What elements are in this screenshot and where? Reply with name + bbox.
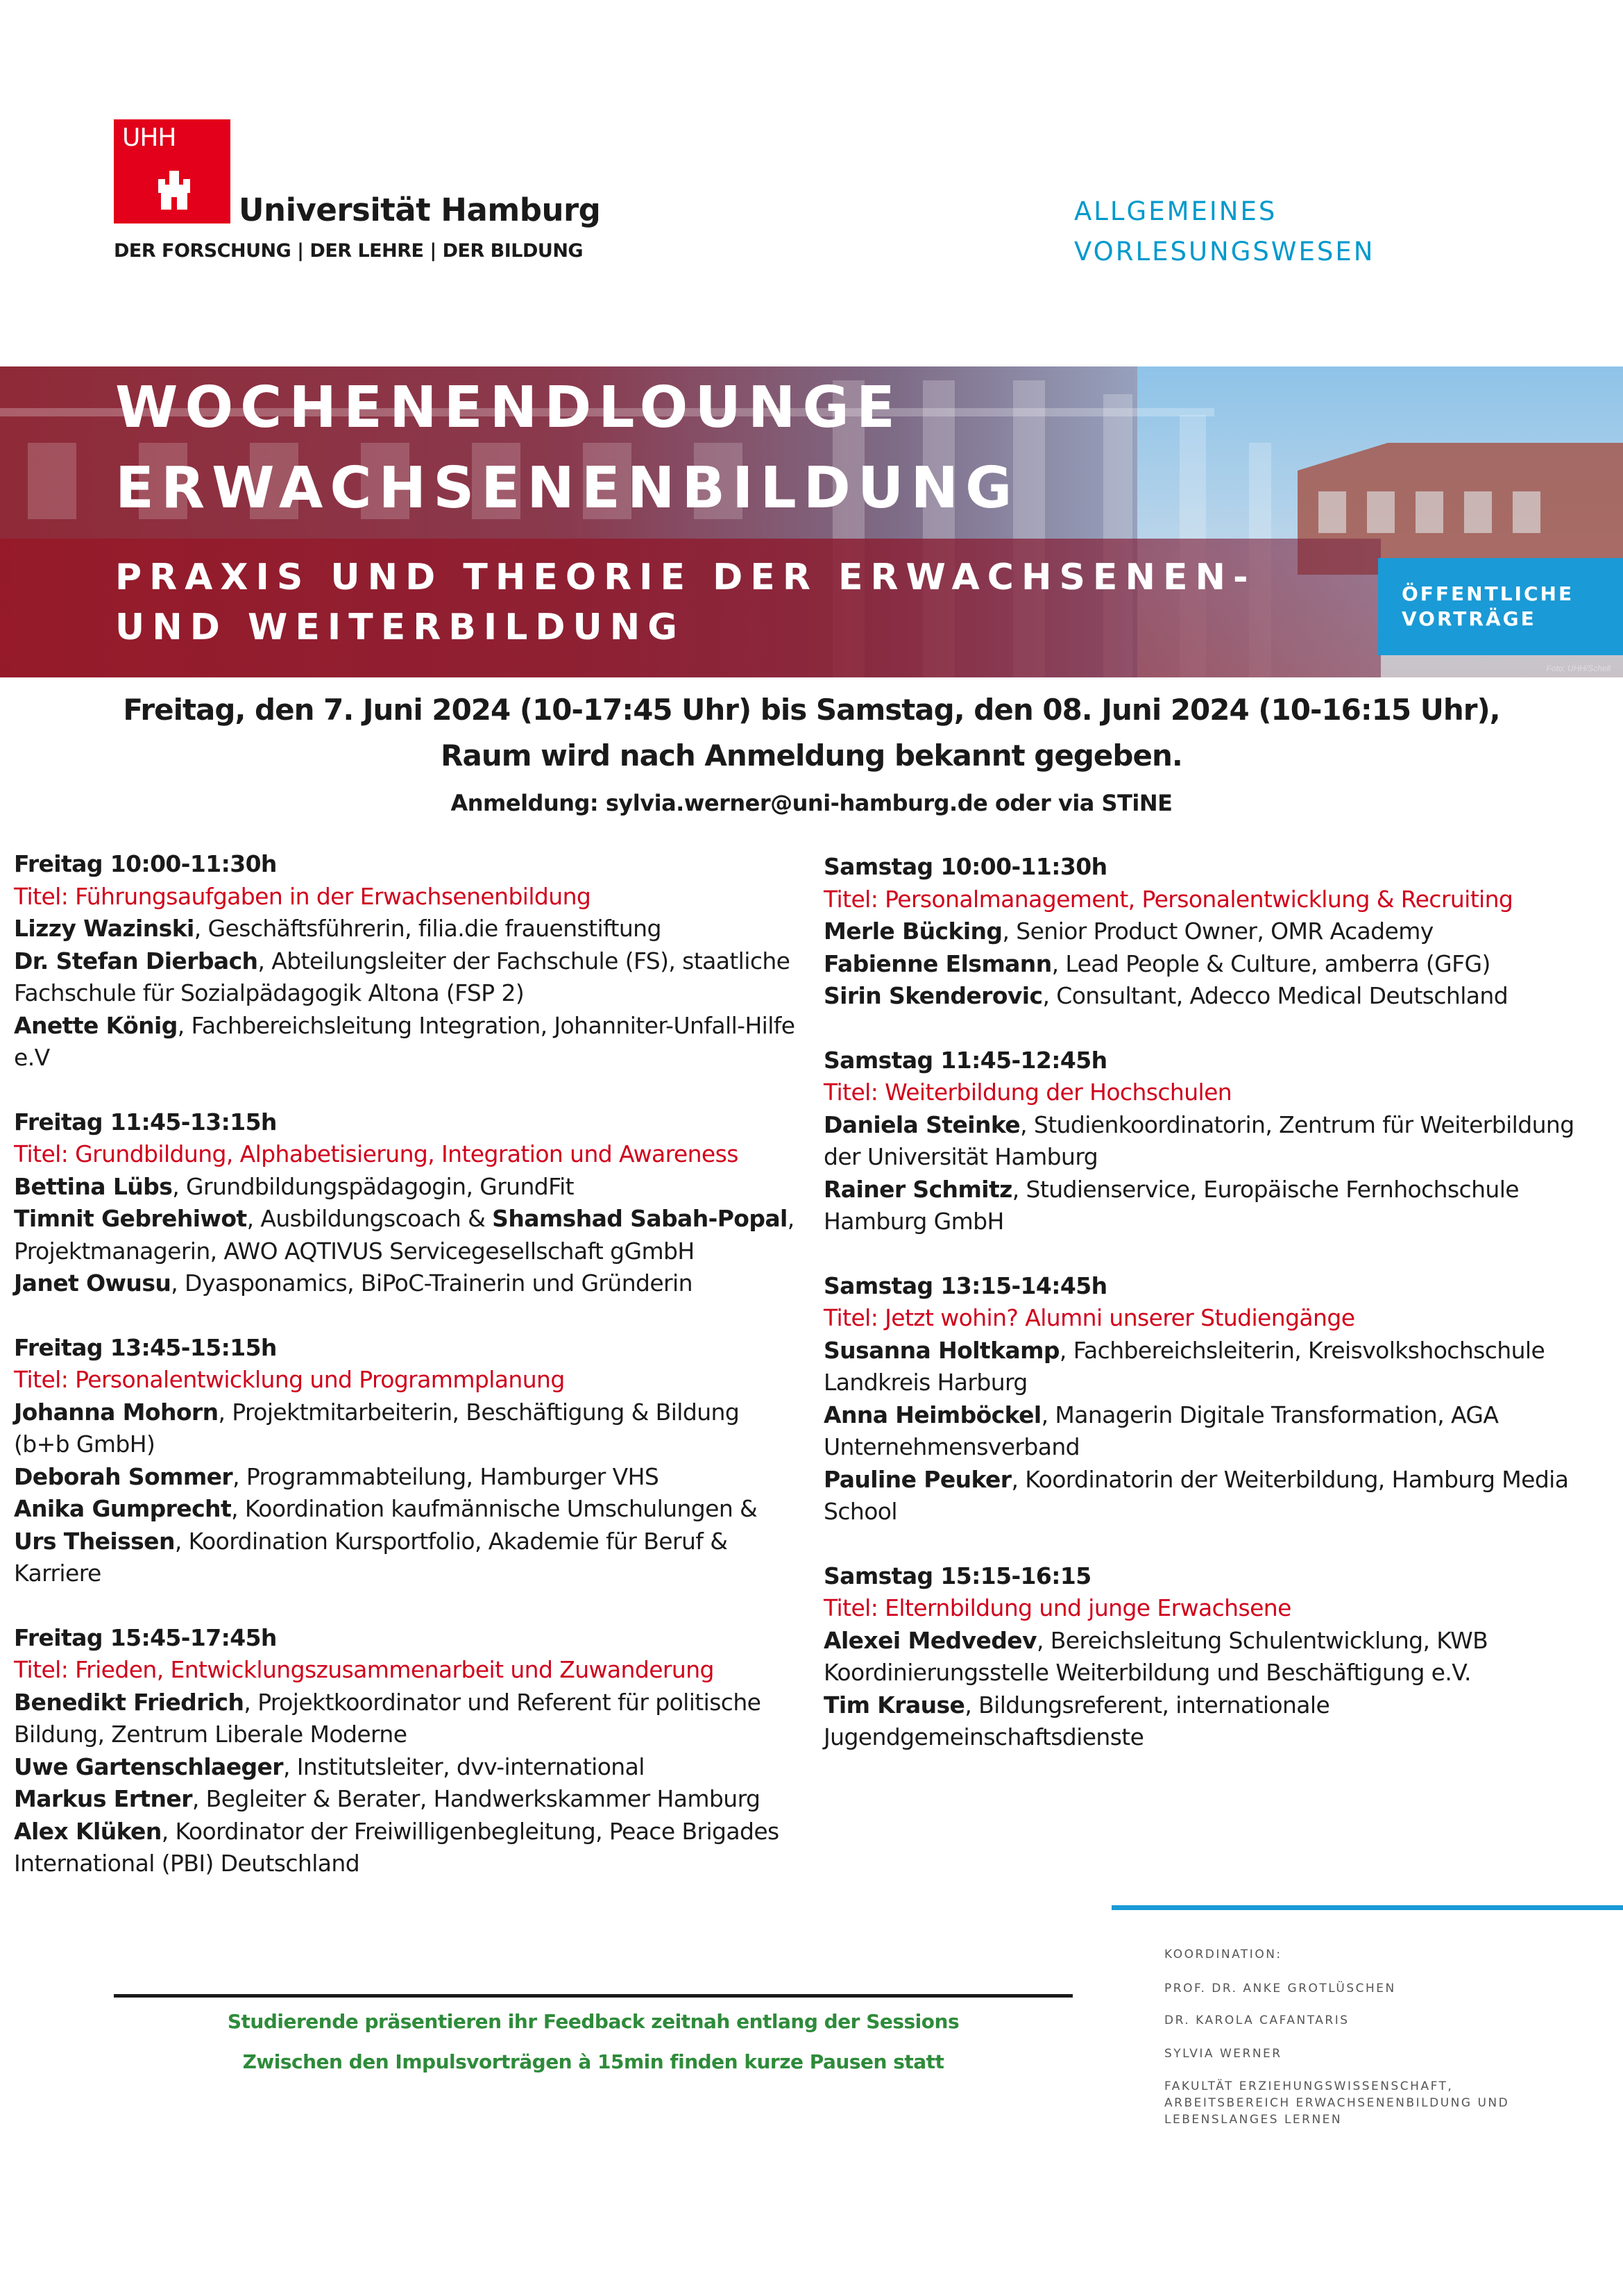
saturday-session [824, 1045, 1615, 1238]
event-subtitle [115, 552, 1256, 652]
series-line-1: ALLGEMEINES [1074, 196, 1277, 226]
session-topic: Titel: Elternbildung und junge Erwachsene [824, 1594, 1291, 1621]
speaker-name: Bettina Lübs [14, 1172, 173, 1200]
speaker-entry [14, 1203, 798, 1267]
speaker-entry [824, 1464, 1615, 1528]
speaker-role: , Studienservice, Europäische Fernhochschule Hamburg GmbH [824, 1175, 1519, 1235]
speaker-name: Urs Theissen [14, 1527, 175, 1555]
session-topic: Titel: Personalentwicklung und Programmplanung [14, 1366, 565, 1393]
event-dates: Freitag, den 7. Juni 2024 (10-17:45 Uhr) bis Samstag, den 08. Juni 2024 (10-16:15 Uhr), [123, 693, 1500, 727]
speaker-entry [14, 913, 798, 945]
faculty-name: FAKULTÄT ERZIEHUNGSWISSENSCHAFT, ARBEITSBEREICH ERWACHSENENBILDUNG UND LEBENSLANGES LERNEN [1164, 2079, 1510, 2127]
logo-text: UHH [122, 124, 176, 152]
speaker-name: Alexei Medvedev [824, 1626, 1037, 1654]
series-label [1074, 192, 1375, 272]
saturday-session [824, 851, 1615, 1013]
friday-session [14, 1332, 798, 1590]
speaker-role: , Institutsleiter, dvv-international [282, 1753, 645, 1780]
speaker-name: Pauline Peuker [824, 1465, 1012, 1493]
friday-session [14, 848, 798, 1074]
speaker-role: , Projektmitarbeiterin, Beschäftigung & Bildung (b+b GmbH) [14, 1398, 740, 1458]
speaker-role: , Grundbildungspädagogin, GrundFit [172, 1172, 575, 1200]
badge-line-1: ÖFFENTLICHE [1402, 582, 1574, 605]
speaker-role: , Fachbereichsleitung Integration, Johanniter-Unfall-Hilfe e.V [14, 1011, 795, 1071]
friday-program [14, 848, 798, 1912]
speaker-name: Alex Klüken [14, 1817, 162, 1845]
speaker-name: Benedikt Friedrich [14, 1688, 244, 1716]
coordination-label: KOORDINATION: [1164, 1948, 1282, 1961]
friday-session [14, 1622, 798, 1880]
event-room: Raum wird nach Anmeldung bekannt gegeben. [441, 738, 1182, 773]
speaker-entry [14, 1267, 798, 1300]
speaker-name: Daniela Steinke [824, 1111, 1021, 1138]
speaker-entry [824, 915, 1615, 948]
session-topic: Titel: Führungsaufgaben in der Erwachsenenbildung [14, 882, 591, 910]
speaker-entry [824, 980, 1615, 1013]
footer-black-divider [114, 1994, 1073, 1998]
coordinator-werner: SYLVIA WERNER [1164, 2047, 1282, 2061]
session-topic: Titel: Jetzt wohin? Alumni unserer Studiengänge [824, 1304, 1355, 1331]
speaker-entry [14, 945, 798, 1010]
speaker-entry [824, 1109, 1615, 1174]
speaker-role: , Koordinator der Freiwilligenbegleitung, Peace Brigades International (PBI) Deutschland [14, 1817, 779, 1877]
speaker-name: Johanna Mohorn [14, 1398, 219, 1426]
speaker-name: Anika Gumprecht [14, 1495, 232, 1522]
hamburg-castle-icon [158, 169, 190, 211]
speaker-name: Lizzy Wazinski [14, 915, 194, 942]
speaker-entry [14, 1816, 798, 1880]
footer-blue-divider [1112, 1905, 1623, 1910]
speaker-role: , Consultant, Adecco Medical Deutschland [1042, 982, 1509, 1009]
speaker-role: , Abteilungsleiter der Fachschule (FS), staatliche Fachschule für Sozialpädagogik Altona (FSP 2) [14, 947, 790, 1006]
session-topic: Titel: Grundbildung, Alphabetisierung, Integration und Awareness [14, 1140, 738, 1167]
university-name: Universität Hamburg [239, 192, 601, 228]
speaker-role: , Koordinatorin der Weiterbildung, Hamburg Media School [824, 1465, 1569, 1525]
speaker-entry [14, 1751, 798, 1784]
session-time: Samstag 13:15-14:45h [824, 1272, 1107, 1299]
speaker-entry [824, 948, 1615, 981]
speaker-entry [14, 1526, 798, 1590]
session-time: Freitag 13:45-15:15h [14, 1333, 277, 1361]
speaker-entry [14, 1493, 798, 1526]
speaker-name: Dr. Stefan Dierbach [14, 947, 258, 974]
speaker-entry [14, 1783, 798, 1816]
speaker-role: , Programmabteilung, Hamburger VHS [232, 1462, 659, 1490]
session-time: Samstag 11:45-12:45h [824, 1046, 1107, 1074]
speaker-role: , Begleiter & Berater, Handwerkskammer Hamburg [192, 1785, 760, 1812]
session-time: Samstag 10:00-11:30h [824, 853, 1107, 880]
speaker-name: Anette König [14, 1011, 178, 1039]
speaker-role: , Koordination kaufmännische Umschulungen & [231, 1495, 758, 1522]
speaker-role: , Koordination Kursportfolio, Akademie für Beruf & Karriere [14, 1527, 728, 1587]
series-line-2: VORLESUNGSWESEN [1074, 237, 1375, 267]
feedback-note: Studierende präsentieren ihr Feedback zeitnah entlang der Sessions [227, 2010, 960, 2033]
speaker-name: Fabienne Elsmann [824, 949, 1052, 977]
speaker-name: Anna Heimböckel [824, 1401, 1042, 1428]
saturday-session [824, 1270, 1615, 1528]
session-topic: Titel: Personalmanagement, Personalentwicklung & Recruiting [824, 885, 1513, 913]
coordinator-cafantaris: DR. KAROLA CAFANTARIS [1164, 2014, 1350, 2027]
session-topic: Titel: Weiterbildung der Hochschulen [824, 1079, 1232, 1106]
speaker-entry [824, 1625, 1615, 1689]
speaker-name: Uwe Gartenschlaeger [14, 1753, 283, 1780]
speaker-role: , Projektkoordinator und Referent für politische Bildung, Zentrum Liberale Moderne [14, 1688, 761, 1748]
event-registration: Anmeldung: sylvia.werner@uni-hamburg.de oder via STiNE [450, 790, 1173, 816]
speaker-entry [14, 1396, 798, 1461]
friday-session [14, 1106, 798, 1300]
title-line-2: ERWACHSENENBILDUNG [115, 455, 1019, 521]
speaker-role: , Studienkoordinatorin, Zentrum für Weiterbildung der Universität Hamburg [824, 1111, 1574, 1170]
speaker-entry [824, 1335, 1615, 1399]
speaker-role: , Bereichsleitung Schulentwicklung, KWB Koordinierungsstelle Weiterbildung und Beschäftigung e.V. [824, 1626, 1488, 1686]
speaker-role: , Lead People & Culture, amberra (GFG) [1051, 949, 1490, 977]
saturday-program [824, 851, 1615, 1786]
title-banner [0, 366, 1623, 677]
university-motto: DER FORSCHUNG | DER LEHRE | DER BILDUNG [114, 240, 584, 262]
speaker-entry [14, 1687, 798, 1751]
coordinator-grotlueschen: PROF. DR. ANKE GROTLÜSCHEN [1164, 1982, 1396, 1995]
speaker-name: Tim Krause [824, 1691, 965, 1719]
speaker-entry [824, 1174, 1615, 1238]
speaker-role: , Bildungsreferent, internationale Jugendgemeinschaftsdienste [824, 1691, 1330, 1750]
saturday-session [824, 1560, 1615, 1754]
speaker-entry [824, 1689, 1615, 1754]
speaker-name: Shamshad Sabah-Popal [492, 1205, 788, 1232]
speaker-name: Sirin Skenderovic [824, 982, 1043, 1009]
speaker-role: , Managerin Digitale Transformation, AGA Unternehmensverband [824, 1401, 1499, 1460]
event-title [115, 368, 1019, 529]
speaker-name: Timnit Gebrehiwot [14, 1205, 247, 1232]
speaker-role: , Projektmanagerin, AWO AQTIVUS Servicegesellschaft gGmbH [14, 1205, 794, 1265]
speaker-entry [824, 1399, 1615, 1464]
session-time: Freitag 15:45-17:45h [14, 1623, 277, 1651]
speaker-role: , Senior Product Owner, OMR Academy [1002, 918, 1434, 945]
speaker-name: Deborah Sommer [14, 1462, 233, 1490]
breaks-note: Zwischen den Impulsvorträgen à 15min finden kurze Pausen statt [242, 2050, 944, 2073]
speaker-name: Merle Bücking [824, 918, 1003, 945]
speaker-role: , Geschäftsführerin, filia.die frauenstiftung [194, 915, 661, 942]
speaker-name: Susanna Holtkamp [824, 1336, 1060, 1364]
photo-credit: Foto: UHH/Schell [1546, 664, 1611, 673]
session-time: Freitag 10:00-11:30h [14, 850, 277, 877]
session-time: Samstag 15:15-16:15 [824, 1562, 1091, 1589]
subtitle-line-2: UND WEITERBILDUNG [115, 607, 685, 648]
public-lectures-badge [1378, 558, 1623, 655]
speaker-name: Janet Owusu [14, 1269, 171, 1297]
title-line-1: WOCHENENDLOUNGE [115, 375, 902, 441]
session-topic: Titel: Frieden, Entwicklungszusammenarbeit und Zuwanderung [14, 1656, 714, 1683]
session-time: Freitag 11:45-13:15h [14, 1108, 277, 1136]
speaker-role: , Ausbildungscoach & [246, 1205, 493, 1232]
subtitle-line-1: PRAXIS UND THEORIE DER ERWACHSENEN- [115, 557, 1256, 598]
speaker-name: Rainer Schmitz [824, 1175, 1012, 1203]
speaker-role: , Dyasponamics, BiPoC-Trainerin und Gründerin [171, 1269, 692, 1297]
speaker-entry [14, 1461, 798, 1494]
badge-line-2: VORTRÄGE [1402, 607, 1536, 630]
speaker-role: , Fachbereichsleiterin, Kreisvolkshochschule Landkreis Harburg [824, 1336, 1545, 1396]
uhh-logo [114, 119, 230, 223]
speaker-entry [14, 1171, 798, 1204]
speaker-entry [14, 1010, 798, 1074]
speaker-name: Markus Ertner [14, 1785, 192, 1812]
